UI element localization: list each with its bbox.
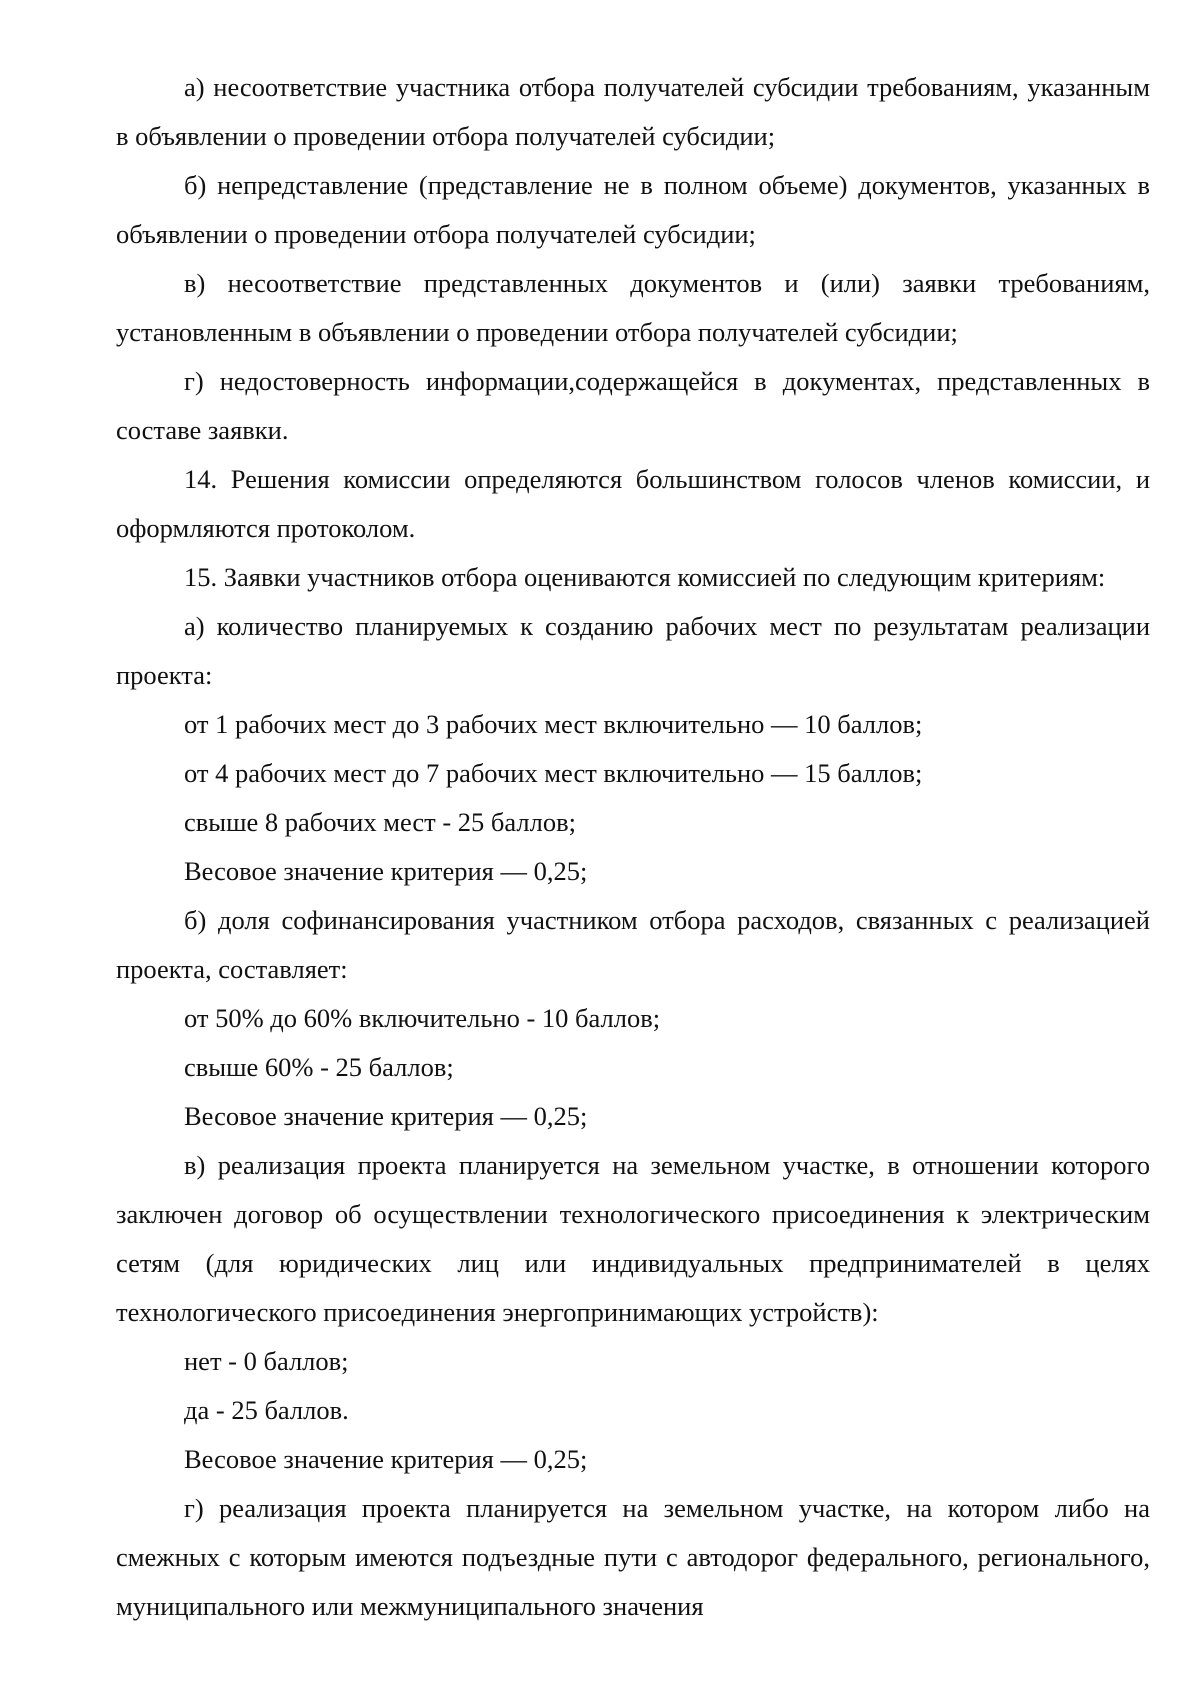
document-body	[116, 63, 1150, 1631]
paragraph-b-nonsubmission: б) непредставление (представление не в полном объеме) документов, указанных в объявлении о проведении отбора получателей субсидии;	[116, 170, 1150, 249]
criterion-v-weight: Весовое значение критерия — 0,25;	[184, 1444, 588, 1474]
criterion-b-score-2: свыше 60% - 25 баллов;	[184, 1052, 454, 1082]
criterion-a-weight: Весовое значение критерия — 0,25;	[184, 856, 588, 886]
criterion-a-score-2: от 4 рабочих мест до 7 рабочих мест включительно — 15 баллов;	[184, 758, 923, 788]
paragraph-14-decisions: 14. Решения комиссии определяются большинством голосов членов комиссии, и оформляются протоколом.	[116, 464, 1150, 543]
paragraph-a-noncompliance: а) несоответствие участника отбора получателей субсидии требованиям, указанным в объявлении о проведении отбора получателей субсидии;	[116, 72, 1150, 151]
criterion-b-cofinancing: б) доля софинансирования участником отбора расходов, связанных с реализацией проекта, составляет:	[116, 905, 1150, 984]
paragraph-v-document-mismatch: в) несоответствие представленных документов и (или) заявки требованиям, установленным в объявлении о проведении отбора получателей субсидии;	[116, 268, 1150, 347]
criterion-v-land-plot: в) реализация проекта планируется на земельном участке, в отношении которого заключен договор об осуществлении технологического присоединения к электрическим сетям (для юридических лиц или индивидуальных предпринимателей в целях технологического присоединения энергопринимающих устройств):	[116, 1150, 1150, 1327]
criterion-b-weight: Весовое значение критерия — 0,25;	[184, 1101, 588, 1131]
paragraph-g-unreliability: г) недостоверность информации,содержащейся в документах, представленных в составе заявки.	[116, 366, 1150, 445]
criterion-v-score-no: нет - 0 баллов;	[184, 1346, 349, 1376]
criterion-a-score-3: свыше 8 рабочих мест - 25 баллов;	[184, 807, 576, 837]
criterion-g-access-roads: г) реализация проекта планируется на земельном участке, на котором либо на смежных с которым имеются подъездные пути с автодорог федерального, регионального, муниципального или межмуниципального значения	[116, 1493, 1150, 1621]
paragraph-15-criteria: 15. Заявки участников отбора оцениваются комиссией по следующим критериям:	[184, 562, 1106, 592]
criterion-a-score-1: от 1 рабочих мест до 3 рабочих мест включительно — 10 баллов;	[184, 709, 923, 739]
criterion-v-score-yes: да - 25 баллов.	[184, 1395, 349, 1425]
criterion-a-jobs: а) количество планируемых к созданию рабочих мест по результатам реализации проекта:	[116, 611, 1150, 690]
criterion-b-score-1: от 50% до 60% включительно - 10 баллов;	[184, 1003, 661, 1033]
